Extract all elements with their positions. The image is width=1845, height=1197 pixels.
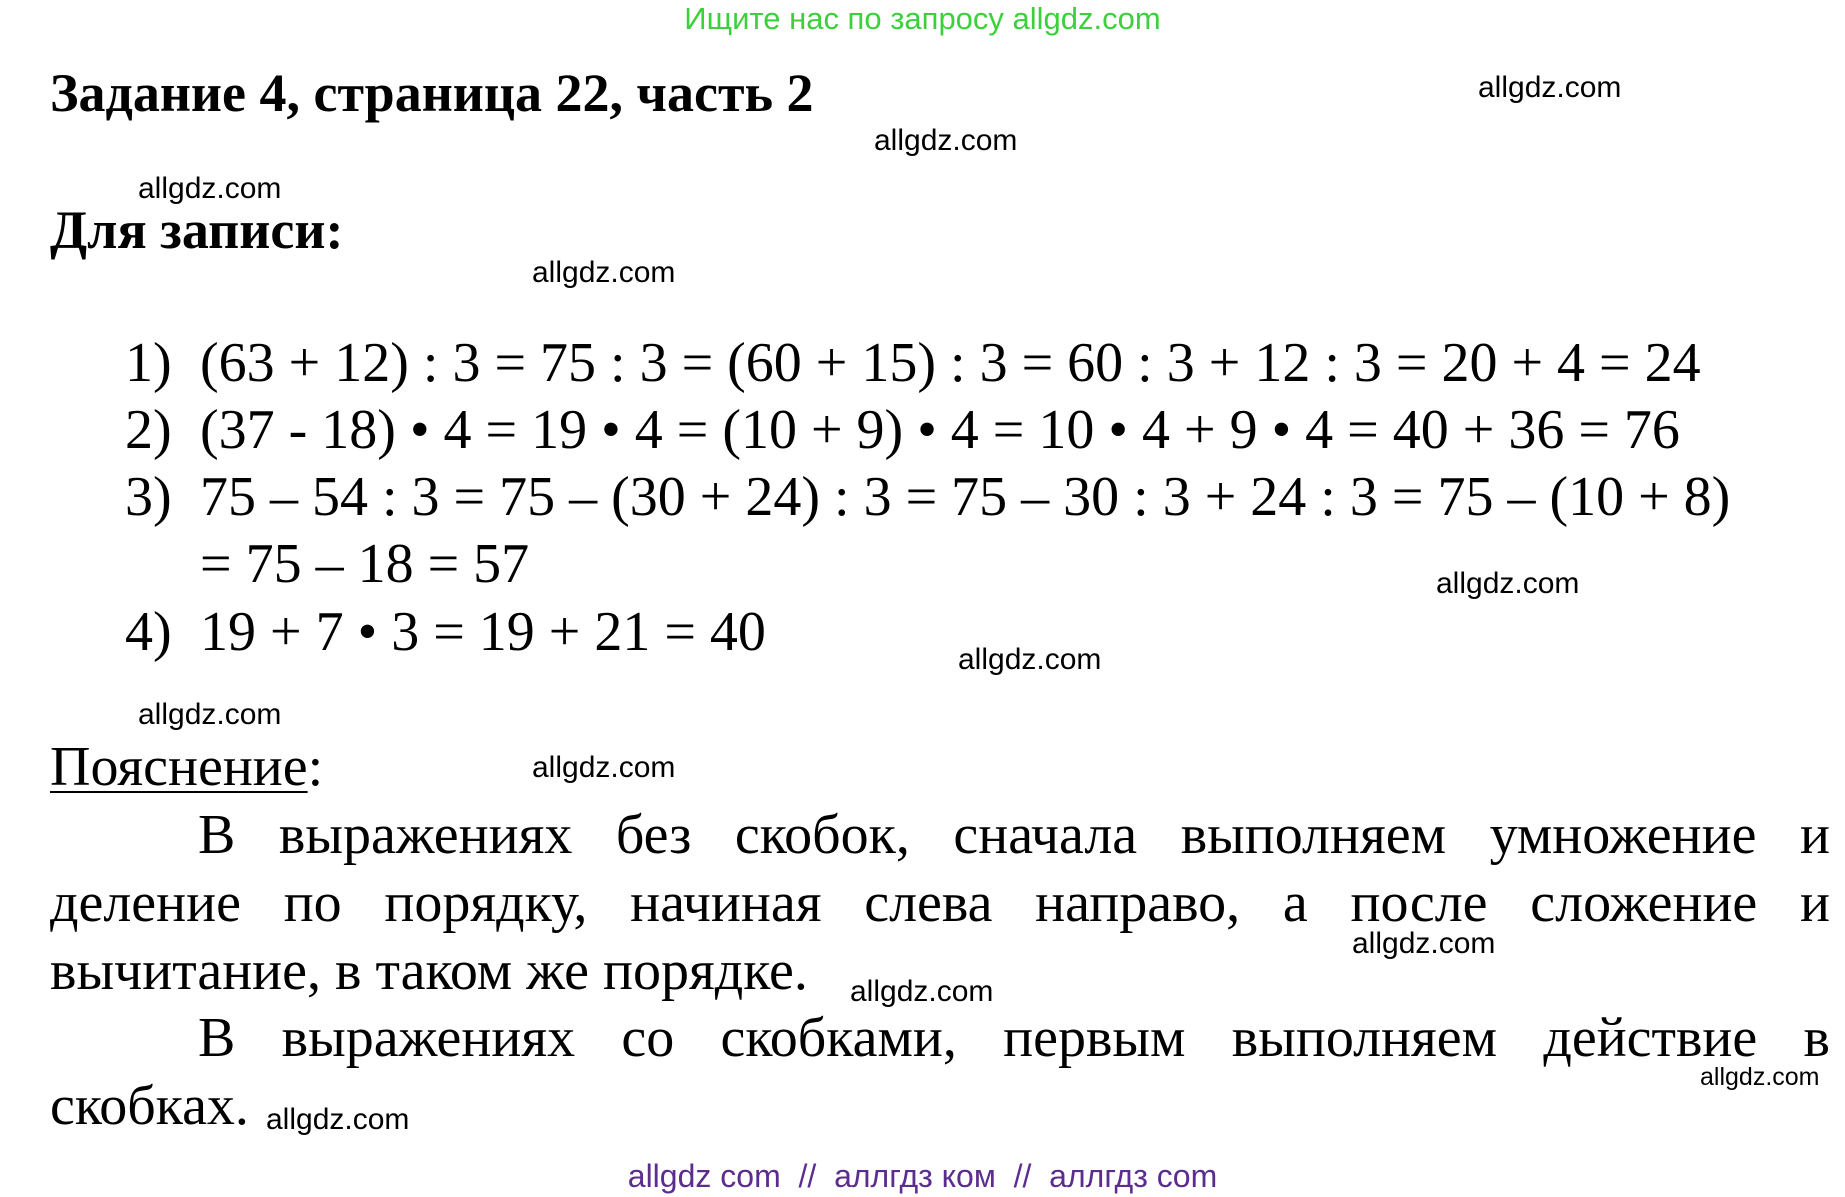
watermark: allgdz.com — [138, 172, 282, 205]
equation-number: 4) — [125, 601, 172, 663]
paragraph-line: скобках. — [50, 1075, 249, 1137]
paragraph-line: деление по порядку, начиная слева направо, а после сложение и — [50, 872, 1830, 934]
equation-continuation: = 75 – 18 = 57 — [200, 533, 530, 595]
equation-2 — [0, 397, 1845, 463]
equation-text: (37 - 18) • 4 = 19 • 4 = (10 + 9) • 4 = 10 • 4 + 9 • 4 = 40 + 36 = 76 — [200, 399, 1680, 461]
watermark: allgdz.com — [1478, 71, 1622, 104]
equation-text: 75 – 54 : 3 = 75 – (30 + 24) : 3 = 75 – 30 : 3 + 24 : 3 = 75 – (10 + 8) — [200, 466, 1731, 528]
watermark: allgdz.com — [532, 751, 676, 784]
paragraph-line: В выражениях со скобками, первым выполняем действие в — [198, 1007, 1830, 1069]
footer-links[interactable]: allgdz com // аллгдз ком // аллгдз com — [627, 1158, 1218, 1194]
equation-text: (63 + 12) : 3 = 75 : 3 = (60 + 15) : 3 = 60 : 3 + 12 : 3 = 20 + 4 = 24 — [200, 332, 1701, 394]
page-title: Задание 4, страница 22, часть 2 — [50, 63, 814, 123]
watermark: allgdz.com — [1352, 927, 1496, 960]
explanation-heading-colon: : — [307, 736, 324, 798]
watermark: allgdz.com — [874, 124, 1018, 157]
watermark: allgdz.com — [958, 643, 1102, 676]
watermark: allgdz.com — [266, 1103, 410, 1136]
explanation-heading-text: Пояснение — [50, 736, 308, 798]
top-banner[interactable]: Ищите нас по запросу allgdz.com — [684, 1, 1161, 36]
paragraph-line: вычитание, в таком же порядке. — [50, 940, 808, 1002]
watermark: allgdz.com — [1436, 567, 1580, 600]
record-heading: Для записи: — [50, 200, 344, 260]
watermark: allgdz.com — [850, 975, 994, 1008]
equation-text: 19 + 7 • 3 = 19 + 21 = 40 — [200, 601, 766, 663]
equation-1 — [0, 330, 1845, 396]
equation-number: 2) — [125, 399, 172, 461]
paragraph-line: В выражениях без скобок, сначала выполняем умножение и — [198, 804, 1830, 866]
equation-number: 3) — [125, 466, 172, 528]
watermark: allgdz.com — [138, 698, 282, 731]
explanation-heading — [50, 733, 323, 801]
equation-4 — [0, 599, 1845, 665]
equation-number: 1) — [125, 332, 172, 394]
watermark: allgdz.com — [532, 256, 676, 289]
watermark: allgdz.com — [1700, 1063, 1820, 1091]
